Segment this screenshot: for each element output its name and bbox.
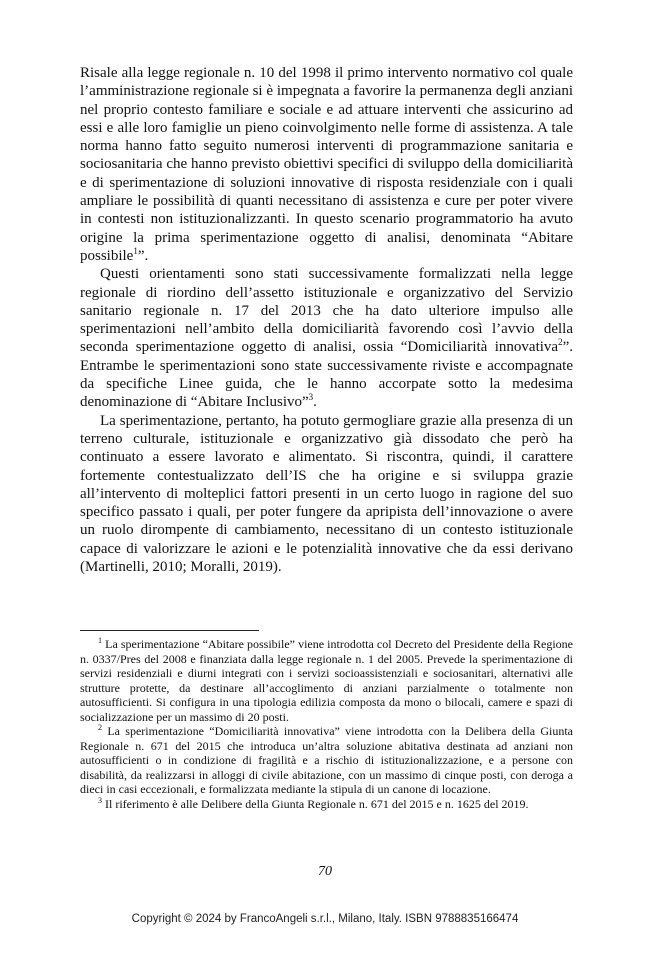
footnote-ref-1: 1 — [133, 245, 138, 256]
footnote-2: $^2$ La sperimentazione “Domiciliarità innovativa” viene introdotta con la Delibera della Giunta Regionale n. 671 del 2015 che introduca un’altra soluzione abitativa destinata ad anziani non autosufficienti o in condizione di fragilità e a rischio di istituzionalizzazione, e a persone con disabilità, da realizzarsi in alloggi di civile abitazione, con un massimo di cinque posti, con deroga a dieci in casi eccezionali, e formalizzata mediante la stipula di un canone di locazione. — [80, 723, 574, 796]
footnotes — [80, 637, 573, 811]
paragraph-1: Risale alla legge regionale n. 10 del 1998 il primo intervento normativo col quale l’amministrazione regionale si è impegnata a favorire la permanenza degli anziani nel proprio contesto familiare e sociale e ad attuare interventi che assicurino ad essi e alle loro famiglie un pieno coinvolgimento nelle forme di assistenza. A tale norma hanno fatto seguito numerosi interventi di programmazione sanitaria e sociosanitaria che hanno previsto obiettivi specifici di sviluppo della domiciliarità e di sperimentazione di soluzioni innovative di risposta residenziale con i quali ampliare le possibilità di quanti necessitano di assistenza e cure per poter vivere in contesti non istituzionalizzanti. In questo scenario programmatorio ha avuto origine la prima sperimentazione oggetto di analisi, denominata “Abitare possibile$^1$”. — [80, 65, 573, 264]
footnote-3: $^3$ Il riferimento è alle Delibere della Giunta Regionale n. 671 del 2015 e n. 1625 del 2019. — [98, 795, 529, 811]
body-text — [80, 64, 573, 576]
copyright-notice: Copyright © 2024 by FrancoAngeli s.r.l., Milano, Italy. ISBN 9788835166474 — [131, 913, 519, 925]
paragraph-3: La sperimentazione, pertanto, ha potuto germogliare grazie alla presenza di un terreno culturale, istituzionale e organizzativo già dissodato che però ha continuato a essere lavorato e alimentato. Si riscontra, quindi, il carattere fortemente contestualizzato dell’IS che ha origine e si sviluppa grazie all’intervento di molteplici fattori presenti in un certo luogo in ragione del suo specifico passato i quali, per poter fungere da apripista dell’innovazione o avere un ruolo dirompente di cambiamento, necessitano di un contesto istituzionale capace di valorizzare le azioni e le potenzialità innovative che da essi derivano (Martinelli, 2010; Moralli, 2019). — [80, 412, 573, 576]
footnote-1: $^1$ La sperimentazione “Abitare possibile” viene introdotta col Decreto del Presidente della Regione n. 0337/Pres del 2008 e finanziata dalla legge regionale n. 1 del 2005. Prevede la sperimentazione di servizi residenziali e diurni integrati con i servizi socioassistenziali e sociosanitari, alternativi alle strutture protette, da destinare all’accoglimento di anziani parzialmente o totalmente non autosufficienti. Si configura in una tipologia edilizia composta da mono o bilocali, camere e spazi di socializzazione per un massimo di 20 posti. — [80, 636, 574, 724]
paragraph-2: Questi orientamenti sono stati successivamente formalizzati nella legge regionale di riordino dell’assetto istituzionale e organizzativo del Servizio sanitario regionale n. 17 del 2013 che ha dato ulteriore impulso alle sperimentazioni nell’ambito della domiciliarità favorendo così l’avvio della seconda sperimentazione oggetto di analisi, ossia “Domiciliarità innovativa$^2$”. Entrambe le sperimentazioni sono state successivamente riviste e accompagnate da specifiche Linee guida, che le hanno accorpate sotto la medesima denominazione di “Abitare Inclusivo”$^3$. — [80, 266, 573, 411]
footnote-ref-3: 3 — [308, 392, 314, 403]
footnote-divider — [80, 630, 259, 631]
footnote-ref-2: 2 — [558, 337, 563, 348]
page-number: 70 — [318, 864, 332, 879]
